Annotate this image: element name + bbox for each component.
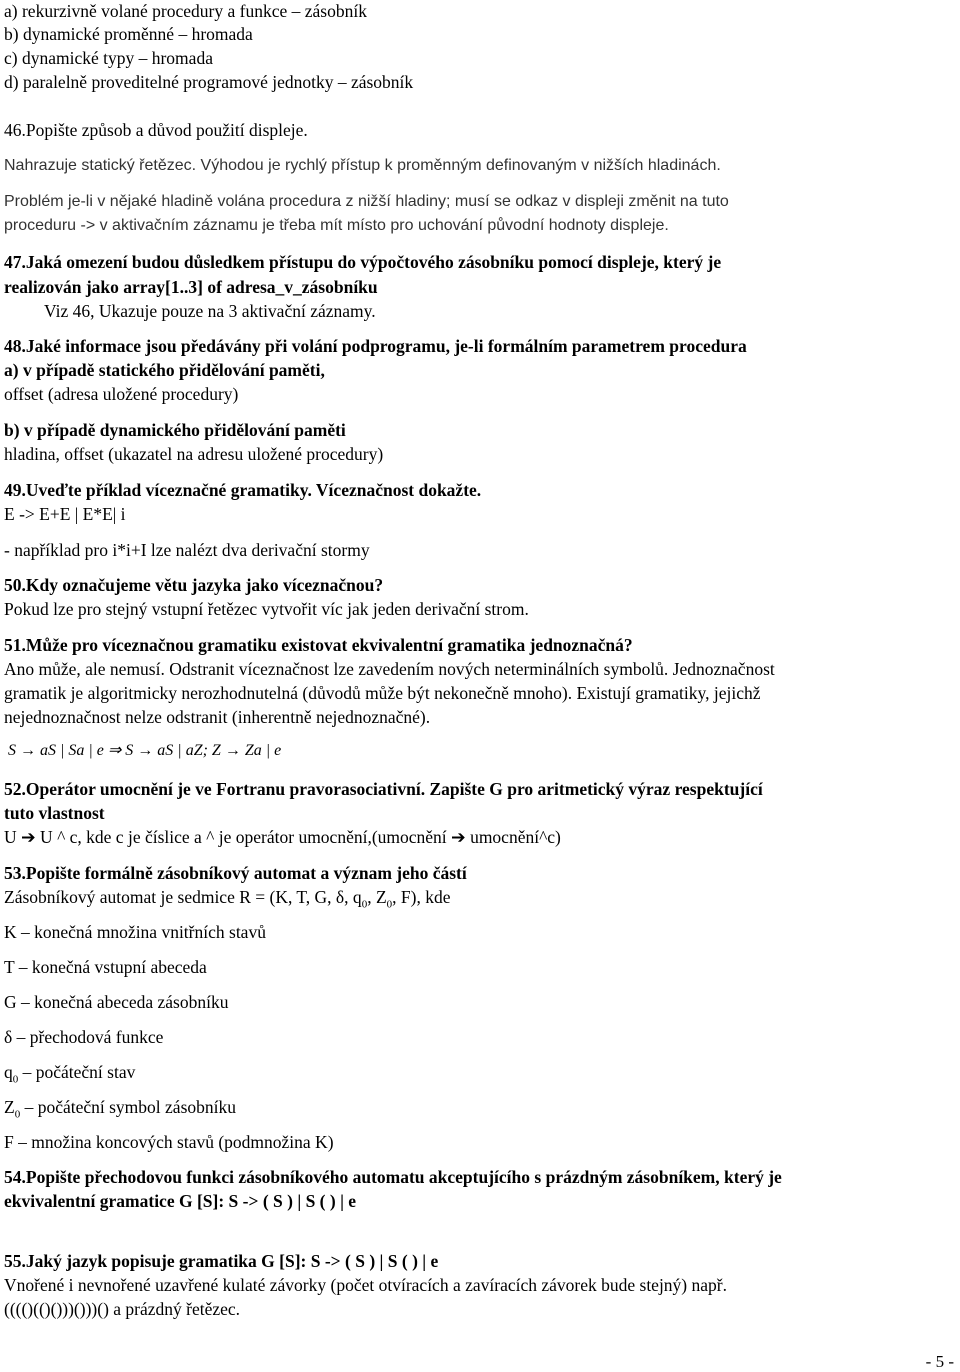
question-55: 55.Jaký jazyk popisuje gramatika G [S]: S -> ( S ) | S ( ) | e	[4, 1251, 439, 1271]
question-47: 47.Jaká omezení budou důsledkem přístupu do výpočtového zásobníku pomocí displeje, který je	[4, 252, 722, 272]
definition-item: K – konečná množina vnitřních stavů	[4, 922, 266, 942]
answer-line: Viz 46, Ukazuje pouze na 3 aktivační záznamy.	[44, 301, 376, 321]
definition-item: T – konečná vstupní abeceda	[4, 957, 207, 977]
question-54: 54.Popište přechodovou funkci zásobníkového automatu akceptujícího s prázdným zásobníkem, který je	[4, 1167, 782, 1187]
answer-line: gramatik je algoritmicky nerozhodnutelná (důvodů může být nekonečně mnoho). Existují gramatiky, jejichž	[4, 683, 761, 703]
automaton-definition: Zásobníkový automat je sedmice R = (K, T, G, δ, $q_0$, $Z_0$, F), kde	[4, 887, 451, 911]
question-50: 50.Kdy označujeme větu jazyka jako víceznačnou?	[4, 575, 384, 595]
answer-line: c) dynamické typy – hromada	[4, 48, 213, 68]
definition-item: δ – přechodová funkce	[4, 1027, 164, 1047]
question-48: 48.Jaké informace jsou předávány při volání podprogramu, je-li formálním parametrem procedura	[4, 336, 747, 356]
question-52-cont: tuto vlastnost	[4, 803, 105, 823]
answer-line: d) paralelně proveditelné programové jednotky – zásobník	[4, 72, 414, 92]
question-52: 52.Operátor umocnění je ve Fortranu pravorasociativní. Zapište G pro aritmetický výraz respektující	[4, 779, 763, 799]
answer-line: - například pro i*i+I lze nalézt dva derivační stormy	[4, 540, 370, 560]
answer-line: proceduru -> v aktivačním záznamu je třeba mít místo pro uchování původní hodnoty displeje.	[4, 217, 669, 234]
answer-line: Problém je-li v nějaké hladině volána procedura z nižší hladiny; musí se odkaz v displeji změnit na tuto	[4, 193, 729, 210]
definition-item: $Z_0$ – počáteční symbol zásobníku	[4, 1097, 236, 1121]
question-48b: b) v případě dynamického přidělování paměti	[4, 420, 346, 440]
definition-item: $q_0$ – počáteční stav	[4, 1062, 136, 1086]
question-47-cont: realizován jako array[1..3] of adresa_v_zásobníku	[4, 277, 378, 297]
grammar-formula: S → aS | Sa | e ⇒ S → aS | aZ; Z → Za | e	[8, 742, 282, 759]
answer-line: nejednoznačnost nelze odstranit (inherentně nejednoznačné).	[4, 707, 431, 727]
answer-line: Ano může, ale nemusí. Odstranit víceznačnost lze zavedením nových neterminálních symbolů. Jednoznačnost	[4, 659, 775, 679]
answer-line: b) dynamické proměnné – hromada	[4, 24, 253, 44]
question-46: 46.Popište způsob a důvod použití displeje.	[4, 120, 308, 140]
answer-line: offset (adresa uložené procedury)	[4, 384, 239, 404]
question-54-cont: ekvivalentní gramatice G [S]: S -> ( S ) | S ( ) | e	[4, 1191, 357, 1211]
answer-line: Pokud lze pro stejný vstupní řetězec vytvořit víc jak jeden derivační strom.	[4, 599, 529, 619]
question-53: 53.Popište formálně zásobníkový automat a význam jeho částí	[4, 863, 467, 883]
answer-line: (((()(()()))()))() a prázdný řetězec.	[4, 1299, 241, 1319]
question-51: 51.Může pro víceznačnou gramatiku existovat ekvivalentní gramatika jednoznačná?	[4, 635, 633, 655]
answer-line: Vnořené i nevnořené uzavřené kulaté závorky (počet otvíracích a zavíracích závorek bude stejný) např.	[4, 1275, 727, 1295]
answer-line: Nahrazuje statický řetězec. Výhodou je rychlý přístup k proměnným definovaným v nižších hladinách.	[4, 157, 721, 174]
answer-line: hladina, offset (ukazatel na adresu uložené procedury)	[4, 444, 384, 464]
question-48a: a) v případě statického přidělování paměti,	[4, 360, 325, 380]
answer-line: U ➔ U ^ c, kde c je číslice a ^ je operátor umocnění,(umocnění ➔ umocnění^c)	[4, 827, 561, 847]
question-49: 49.Uveďte příklad víceznačné gramatiky. Víceznačnost dokažte.	[4, 480, 482, 500]
definition-item: G – konečná abeceda zásobníku	[4, 992, 229, 1012]
grammar-line: E -> E+E | E*E| i	[4, 504, 126, 524]
page-number: - 5 -	[925, 1352, 954, 1371]
answer-line: a) rekurzivně volané procedury a funkce – zásobník	[4, 1, 367, 21]
definition-item: F – množina koncových stavů (podmnožina K)	[4, 1132, 334, 1152]
